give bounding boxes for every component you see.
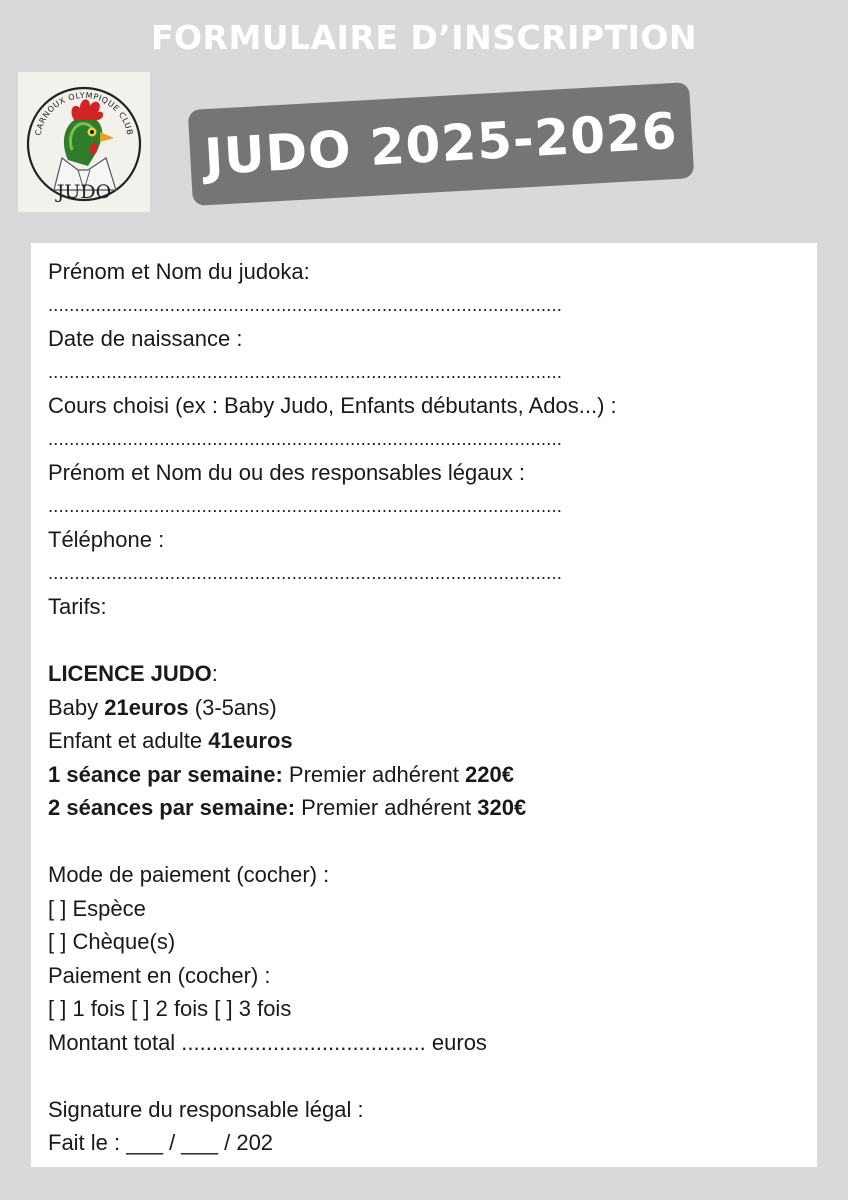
field-label-birthdate: Date de naissance : [48, 326, 243, 351]
total-amount-field[interactable]: Montant total ........................................ euros [48, 1029, 487, 1055]
payment-mode-label: Mode de paiement (cocher) : [48, 862, 330, 887]
logo-label: JUDO [56, 181, 112, 203]
field-input-birthdate[interactable]: ................................................................................................. [48, 361, 563, 382]
licence-baby: Baby 21euros (3-5ans) [48, 694, 277, 720]
payment-option-cash[interactable]: [ ] Espèce [48, 895, 146, 921]
field-input-guardian[interactable]: ................................................................................................. [48, 495, 563, 516]
signature-label: Signature du responsable légal : [48, 1096, 364, 1122]
field-label-course: Cours choisi (ex : Baby Judo, Enfants débutants, Ados...) : [48, 393, 617, 418]
field-input-phone[interactable]: ................................................................................................. [48, 562, 563, 583]
licence-adult: Enfant et adulte 41euros [48, 728, 293, 753]
season-banner [188, 82, 695, 206]
rooster-logo-icon [18, 72, 150, 212]
season-banner-text: JUDO 2025-2026 [202, 101, 680, 187]
installments-label: Paiement en (cocher) : [48, 962, 271, 988]
seance-one: 1 séance par semaine: Premier adhérent 220€ [48, 761, 514, 787]
installments-options[interactable]: [ ] 1 fois [ ] 2 fois [ ] 3 fois [48, 996, 292, 1021]
form-title: FORMULAIRE D’INSCRIPTION [150, 18, 698, 57]
registration-form [31, 243, 817, 1167]
logo-ring-text: CARNOUX OLYMPIQUE CLUB [33, 90, 135, 137]
field-label-phone: Téléphone : [48, 527, 165, 552]
club-logo [18, 72, 150, 212]
field-input-course[interactable]: ................................................................................................. [48, 428, 563, 449]
seance-two: 2 séances par semaine: Premier adhérent 320€ [48, 795, 527, 820]
signature-date-field[interactable]: Fait le : ___ / ___ / 202 [48, 1130, 274, 1155]
tarifs-label: Tarifs: [48, 594, 107, 619]
field-input-name[interactable]: ................................................................................................. [48, 294, 563, 315]
field-label-name: Prénom et Nom du judoka: [48, 259, 310, 284]
field-label-guardian: Prénom et Nom du ou des responsables légaux : [48, 460, 525, 485]
licence-heading: LICENCE JUDO: [48, 661, 218, 686]
payment-option-cheque[interactable]: [ ] Chèque(s) [48, 929, 176, 954]
